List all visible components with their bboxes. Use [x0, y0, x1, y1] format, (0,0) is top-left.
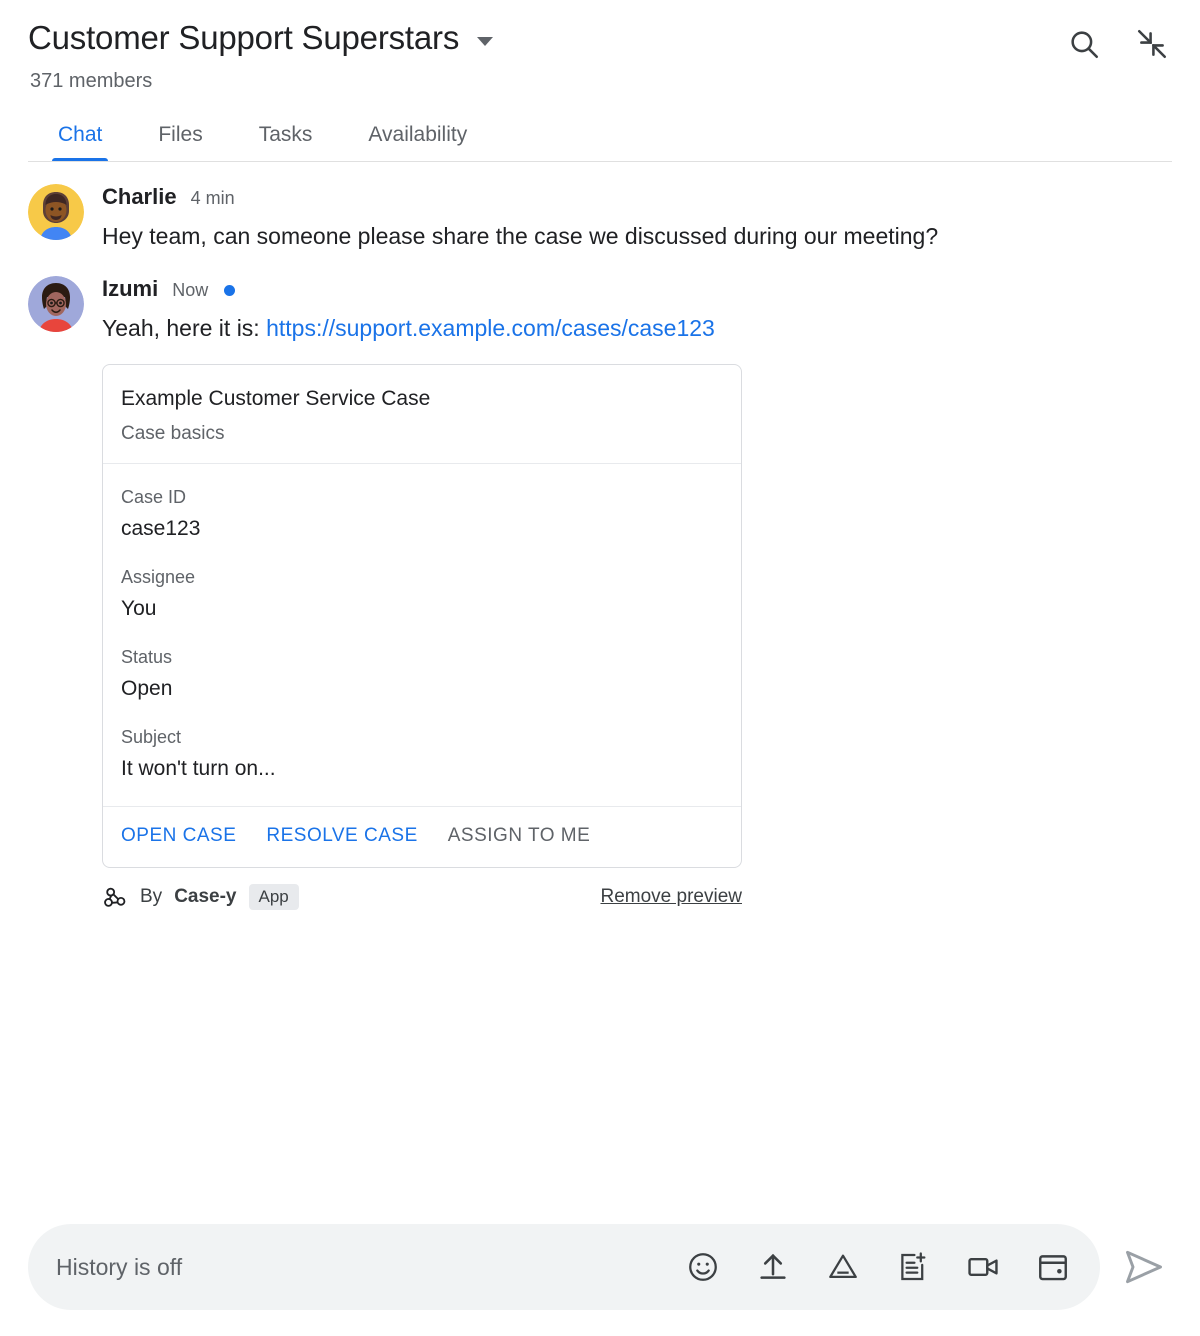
card-field-case-id: [121, 484, 723, 544]
tab-chat[interactable]: Chat: [30, 113, 130, 161]
case-preview-card: [102, 364, 742, 868]
header-actions: [1064, 18, 1172, 64]
search-icon[interactable]: [1064, 24, 1104, 64]
message-body: [102, 276, 1172, 910]
card-actions: [103, 807, 741, 867]
field-value: Open: [121, 677, 173, 700]
message-timestamp: 4 min: [190, 188, 235, 208]
tab-files[interactable]: Files: [158, 123, 203, 146]
message-timestamp: Now: [172, 280, 209, 300]
message-text-prefix: Yeah, here it is:: [102, 315, 267, 341]
card-byline: [102, 884, 299, 910]
collapse-icon[interactable]: [1132, 24, 1172, 64]
card-field-subject: [121, 724, 723, 784]
card-body: [103, 464, 741, 807]
avatar[interactable]: [28, 276, 84, 332]
field-value: It won't turn on...: [121, 757, 276, 780]
composer-row: [0, 1210, 1200, 1336]
message-item: [28, 276, 1172, 910]
drive-icon[interactable]: [822, 1246, 864, 1288]
video-icon[interactable]: [962, 1246, 1004, 1288]
docs-add-icon[interactable]: [892, 1246, 934, 1288]
tab-tasks[interactable]: Tasks: [258, 123, 313, 146]
upload-icon[interactable]: [752, 1246, 794, 1288]
remove-preview-link[interactable]: Remove preview: [600, 886, 742, 907]
chevron-down-icon[interactable]: [477, 37, 493, 46]
card-footer: [102, 884, 742, 910]
message-sender: Charlie: [102, 184, 177, 209]
message-header: [102, 184, 1172, 210]
message-composer[interactable]: [28, 1224, 1100, 1310]
card-title: Example Customer Service Case: [121, 387, 431, 410]
webhook-icon: [102, 884, 128, 910]
case-link[interactable]: https://support.example.com/cases/case123: [266, 315, 715, 341]
field-label: Subject: [121, 727, 182, 747]
message-list: [0, 162, 1200, 1210]
assign-to-me-button[interactable]: ASSIGN TO ME: [447, 825, 591, 846]
composer-icons: [682, 1246, 1074, 1288]
message-body: [102, 184, 1172, 254]
room-title-group[interactable]: [28, 18, 493, 58]
message-text: [102, 310, 1002, 346]
card-field-assignee: [121, 564, 723, 624]
field-value: case123: [121, 517, 201, 540]
room-header: [0, 0, 1200, 162]
tab-bar: [28, 113, 1172, 162]
field-value: You: [121, 597, 157, 620]
send-icon[interactable]: [1116, 1239, 1172, 1295]
composer-placeholder: History is off: [56, 1253, 183, 1280]
unread-indicator-icon: [224, 285, 235, 296]
card-header: [103, 365, 741, 464]
member-count: 371 members: [30, 70, 153, 92]
app-badge: App: [249, 884, 299, 910]
page-title: Customer Support Superstars: [28, 19, 460, 56]
byline-prefix: By: [140, 886, 163, 907]
app-name: Case-y: [174, 886, 237, 907]
emoji-icon[interactable]: [682, 1246, 724, 1288]
header-top-row: [28, 18, 1172, 64]
tab-availability[interactable]: Availability: [368, 123, 468, 146]
field-label: Status: [121, 647, 173, 667]
message-sender: Izumi: [102, 276, 159, 301]
resolve-case-button[interactable]: RESOLVE CASE: [266, 825, 418, 846]
card-subtitle: Case basics: [121, 423, 225, 444]
message-text: Hey team, can someone please share the case we discussed during our meeting?: [102, 223, 939, 249]
field-label: Assignee: [121, 567, 196, 587]
card-field-status: [121, 644, 723, 704]
message-item: [28, 184, 1172, 254]
message-header: [102, 276, 1172, 302]
field-label: Case ID: [121, 487, 187, 507]
open-case-button[interactable]: OPEN CASE: [121, 825, 237, 846]
avatar[interactable]: [28, 184, 84, 240]
calendar-icon[interactable]: [1032, 1246, 1074, 1288]
